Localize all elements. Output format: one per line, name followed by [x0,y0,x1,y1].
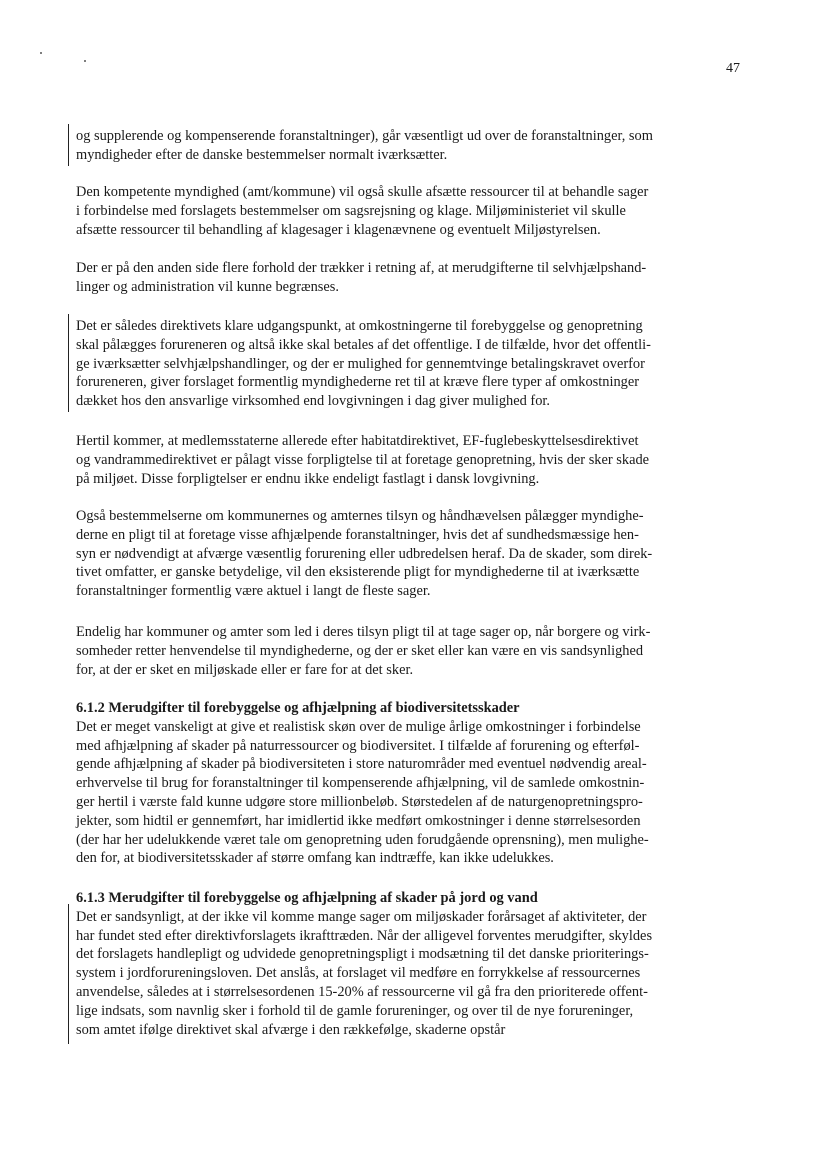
text-line: Også bestemmelserne om kommunernes og amternes tilsyn og håndhævelsen pålægger myndighe- [76,508,644,524]
text-line: skal pålægges forureneren og altså ikke skal betales af det offentlige. I de tilfælde, hvor det offentli- [76,336,651,353]
text-line: det forslagets handlepligt og udvidede genopretningspligt i modsætning til det danske prioriterings- [76,946,649,963]
paragraph [76,259,748,297]
text-line: Den kompetente myndighed (amt/kommune) vil også skulle afsætte ressourcer til at behandle sager [76,184,649,200]
text-line: for, at der er sket en miljøskade eller er fare for at det sker. [76,661,414,678]
paragraph [76,183,748,239]
scan-speck [84,60,86,62]
text-line: afsætte ressourcer til behandling af klagesager i klagenævnene og eventuelt Miljøstyrelsen. [76,221,601,238]
paragraph [76,432,748,488]
text-line: dækket hos den ansvarlige virksomhed end lovgivningen i dag giver mulighed for. [76,393,551,410]
text-line: tivet omfatter, er ganske betydelige, vil den eksisterende pligt for myndighederne til at iværksætte [76,564,640,581]
text-line: Det er sandsynligt, at der ikke vil komme mange sager om miljøskader forårsaget af aktiviteter, der [76,908,647,925]
text-line: linger og administration vil kunne begrænses. [76,278,339,295]
text-line: gende afhjælpning af skader på biodiversiteten i store naturområder med eventuel nødvendig areal- [76,756,647,773]
section-6-1-2 [76,699,748,868]
section-heading: 6.1.3 Merudgifter til forebyggelse og afhjælpning af skader på jord og vand [76,890,538,906]
margin-change-bar [68,314,69,412]
text-line: somheder retter henvendelse til myndighederne, og der er sket eller kan være en vis sandsynlighed [76,642,644,659]
text-line: som amtet ifølge direktivet skal afværge i den rækkefølge, skaderne opstår [76,1021,506,1038]
text-line: derne en pligt til at foretage visse afhjælpende foranstaltninger, hvis det af sundhedsmæssige hen- [76,526,639,543]
text-line: forureneren, giver forslaget formentlig myndighederne ret til at kræve flere typer af omkostninger [76,374,640,391]
text-line: syn er nødvendigt at afværge væsentlig forurening eller udbredelsen heraf. Da de skader, som direk- [76,545,653,562]
text-line: på miljøet. Disse forpligtelser er endnu ikke endeligt fastlagt i dansk lovgivning. [76,470,540,487]
scan-speck [40,52,42,54]
paragraph [76,317,748,411]
section-6-1-3 [76,889,748,1039]
text-line: (der har her udelukkende været tale om genopretning uden forudgående oprensning), men mulighe- [76,831,649,848]
text-line: foranstaltninger formentlig være aktuel i langt de fleste sager. [76,583,431,600]
text-line: myndigheder efter de danske bestemmelser normalt iværksætter. [76,146,448,163]
text-line: Der er på den anden side flere forhold der trækker i retning af, at merudgifterne til selvhjælpshand- [76,260,647,276]
text-line: Det er meget vanskeligt at give et realistisk skøn over de mulige årlige omkostninger i forbindelse [76,718,641,735]
text-line: i forbindelse med forslagets bestemmelser om sagsrejsning og klage. Miljøministeriet vil skulle [76,202,626,219]
paragraph [76,127,748,165]
text-line: Hertil kommer, at medlemsstaterne allerede efter habitatdirektivet, EF-fuglebeskyttelsesdirektivet [76,433,639,449]
margin-change-bar [68,904,69,1044]
text-line: har fundet sted efter direktivforslagets ikrafttræden. Når der alligevel forventes merudgifter, skyldes [76,927,653,944]
text-line: Det er således direktivets klare udgangspunkt, at omkostningerne til forebyggelse og genopretning [76,318,643,334]
text-line: og vandrammedirektivet er pålagt visse forpligtelse til at foretage genopretning, hvis der sker skade [76,451,650,468]
text-line: og supplerende og kompenserende foranstaltninger), går væsentligt ud over de foranstaltninger, som [76,128,653,144]
text-line: lige indsats, som navnlig sker i forhold til de gamle forureninger, og over til de nye forureninger, [76,1002,634,1019]
page-number: 47 [726,61,740,76]
text-line: Endelig har kommuner og amter som led i deres tilsyn pligt til at tage sager op, når borgere og virk- [76,624,651,640]
text-line: ge iværksætter selvhjælpshandlinger, og der er mulighed for gennemtvinge betalingskravet overfor [76,355,645,372]
text-line: erhvervelse til brug for foranstaltninger til kompenserende afhjælpning, vil de samlede omkostnin- [76,775,645,792]
text-line: den for, at biodiversitetsskader af større omfang kan indtræffe, kan ikke udelukkes. [76,850,554,867]
text-line: med afhjælpning af skader på naturressourcer og biodiversitet. I tilfælde af forurening og efterføl- [76,737,640,754]
text-line: jekter, som hidtil er gennemført, har imidlertid ikke medført omkostninger i denne størrelsesorden [76,812,641,829]
margin-change-bar [68,124,69,166]
text-line: system i jordforureningsloven. Det anslås, at forslaget vil medføre en forrykkelse af ressourcernes [76,965,641,982]
text-line: anvendelse, således at i størrelsesordenen 15-20% af ressourcerne vil gå fra den prioriterede offent- [76,983,648,1000]
paragraph [76,507,748,601]
paragraph [76,623,748,679]
text-line: ger hertil i værste fald kunne udgøre store millionbeløb. Størstedelen af de naturgenopretningspro- [76,793,643,810]
section-heading: 6.1.2 Merudgifter til forebyggelse og afhjælpning af biodiversitetsskader [76,700,520,716]
